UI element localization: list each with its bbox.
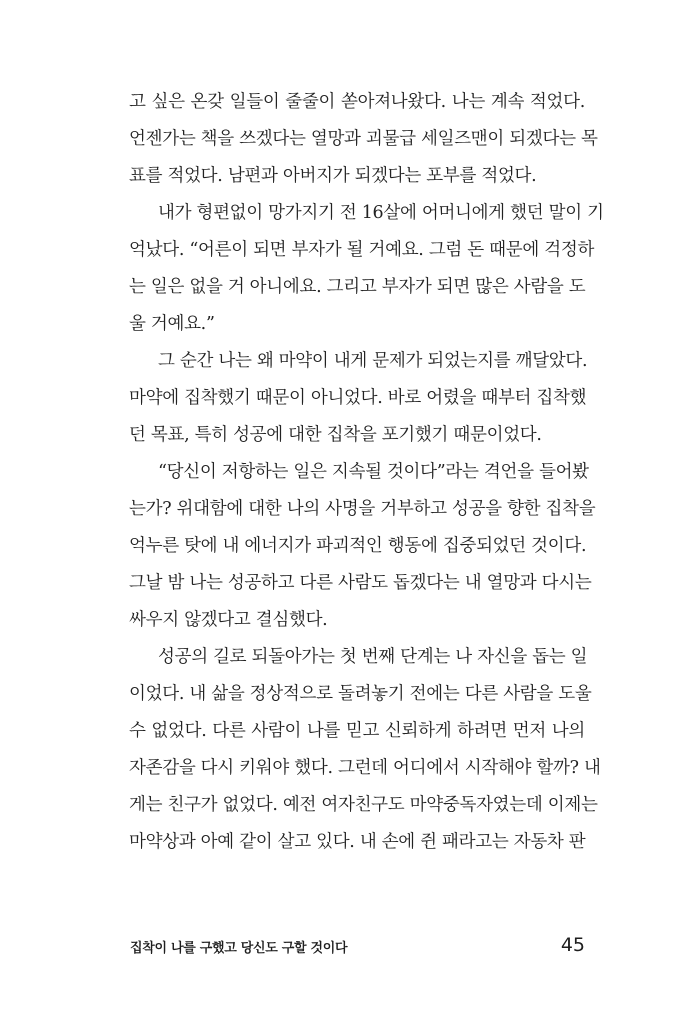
text-line-paragraph-start: 내가 형편없이 망가지기 전 16살에 어머니에게 했던 말이 기	[158, 203, 604, 223]
text-line: 표를 적었다. 남편과 아버지가 되겠다는 포부를 적었다.	[129, 166, 537, 186]
text-line: 던 목표, 특히 성공에 대한 집착을 포기했기 때문이었다.	[129, 425, 542, 445]
text-line: 자존감을 다시 키워야 했다. 그런데 어디에서 시작해야 할까? 내	[129, 758, 601, 778]
text-line: 고 싶은 온갖 일들이 줄줄이 쏟아져나왔다. 나는 계속 적었다.	[129, 92, 585, 112]
text-line: 게는 친구가 없었다. 예전 여자친구도 마약중독자였는데 이제는	[129, 795, 598, 815]
text-line: 마약에 집착했기 때문이 아니었다. 바로 어렸을 때부터 집착했	[129, 388, 587, 408]
text-line: 수 없었다. 다른 사람이 나를 믿고 신뢰하게 하려면 먼저 나의	[129, 721, 585, 741]
text-line: 이었다. 내 삶을 정상적으로 돌려놓기 전에는 다른 사람을 도울	[129, 684, 592, 704]
running-title: 집착이 나를 구했고 당신도 구할 것이다	[130, 941, 348, 956]
body-text	[129, 84, 604, 861]
text-line: 싸우지 않겠다고 결심했다.	[129, 610, 328, 630]
text-line: 는가? 위대함에 대한 나의 사명을 거부하고 성공을 향한 집착을	[129, 499, 596, 519]
text-line-paragraph-start: 성공의 길로 되돌아가는 첫 번째 단계는 나 자신을 돕는 일	[158, 647, 588, 667]
text-line: 억누른 탓에 내 에너지가 파괴적인 행동에 집중되었던 것이다.	[129, 536, 587, 556]
text-line: 는 일은 없을 거 아니에요. 그리고 부자가 되면 많은 사람을 도	[129, 277, 586, 297]
page-number: 45	[560, 934, 585, 956]
text-line: 마약상과 아예 같이 살고 있다. 내 손에 쥔 패라고는 자동차 판	[129, 832, 586, 852]
text-line-paragraph-start: 그 순간 나는 왜 마약이 내게 문제가 되었는지를 깨달았다.	[158, 351, 588, 371]
text-line: 울 거예요.”	[129, 314, 215, 334]
page-footer	[130, 934, 585, 958]
text-line: 억났다. “어른이 되면 부자가 될 거예요. 그럼 돈 때문에 걱정하	[129, 240, 595, 260]
text-line: 그날 밤 나는 성공하고 다른 사람도 돕겠다는 내 열망과 다시는	[129, 573, 592, 593]
text-line: 언젠가는 책을 쓰겠다는 열망과 괴물급 세일즈맨이 되겠다는 목	[129, 129, 598, 149]
text-line-paragraph-start: “당신이 저항하는 일은 지속될 것이다”라는 격언을 들어봤	[158, 462, 589, 482]
